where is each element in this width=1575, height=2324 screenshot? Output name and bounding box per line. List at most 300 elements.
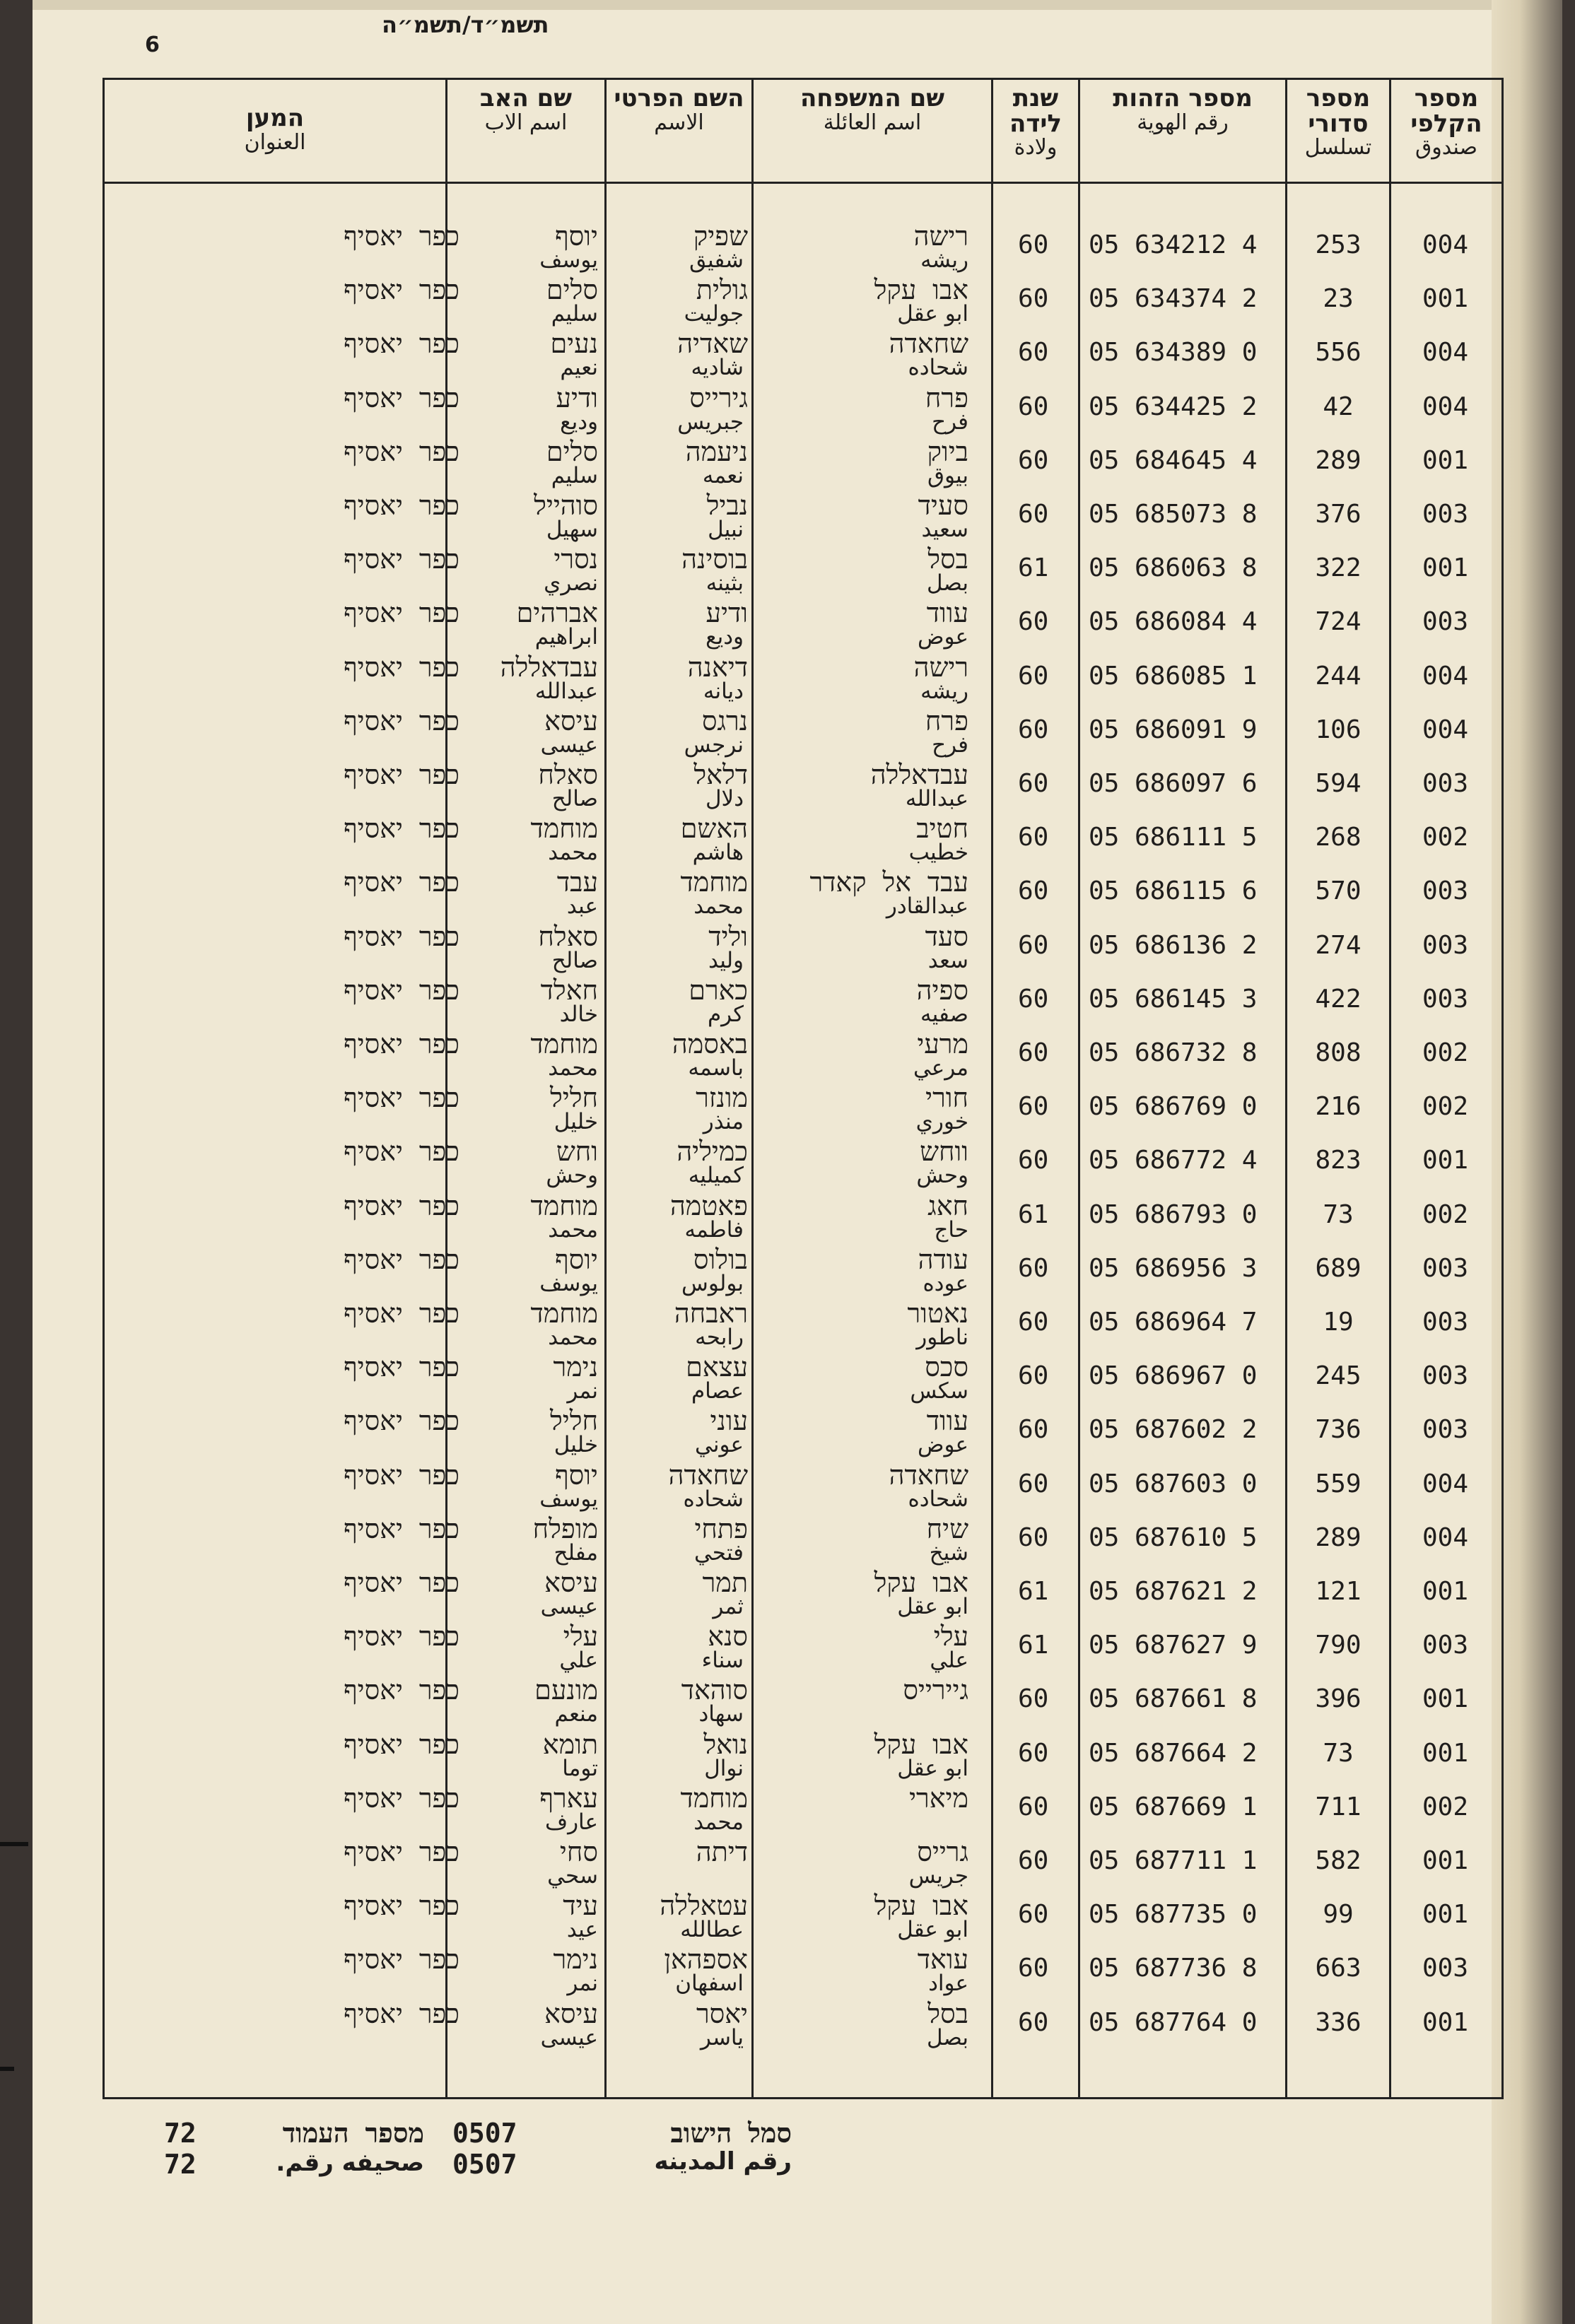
kalpi-cell: 001	[1422, 284, 1469, 313]
address-cell: כפר יאסיף	[343, 1621, 459, 1652]
father-name-cell: מוחמד	[530, 1298, 598, 1329]
register-page-number: 72	[164, 2118, 197, 2149]
id-number-cell: 05 634389 0	[1089, 338, 1258, 367]
header-serial: מספר סדורי تسلسل	[1304, 84, 1372, 160]
first-name-cell: תמר	[702, 1567, 748, 1598]
father-name-ar-cell: محمد	[548, 1325, 598, 1350]
family-name-ar-cell: ابو عقل	[897, 1917, 968, 1942]
first-name-cell: יאסר	[696, 1998, 748, 2029]
family-name-ar-cell: ابو عقل	[897, 1756, 968, 1781]
id-number-cell: 05 686097 6	[1089, 769, 1258, 798]
first-name-cell: פתחי	[694, 1513, 748, 1544]
father-name-cell: עבד	[556, 867, 598, 898]
table-row	[0, 1513, 1575, 1567]
address-cell: כפר יאסיף	[343, 1190, 459, 1221]
family-name-ar-cell: وحش	[916, 1163, 968, 1188]
first-name-ar-cell: عوني	[695, 1432, 744, 1457]
family-name-cell: פרח	[925, 382, 968, 413]
address-cell: כפר יאסיף	[343, 382, 459, 413]
id-number-cell: 05 686732 8	[1089, 1038, 1258, 1067]
family-name-cell: סעד	[925, 921, 968, 952]
address-cell: כפר יאסיף	[343, 921, 459, 952]
father-name-cell: מונעם	[534, 1674, 598, 1706]
address-cell: כפר יאסיף	[343, 867, 459, 898]
birth-year-cell: 60	[1018, 1254, 1049, 1283]
serial-cell: 376	[1315, 500, 1362, 529]
father-name-cell: אברהים	[516, 597, 598, 628]
father-name-ar-cell: يوسف	[539, 1271, 598, 1296]
father-name-cell: חליל	[549, 1405, 598, 1436]
table-row	[0, 1674, 1575, 1728]
birth-year-cell: 60	[1018, 1308, 1049, 1337]
id-number-cell: 05 686145 3	[1089, 985, 1258, 1014]
family-name-cell: עלי	[933, 1621, 968, 1652]
family-name-ar-cell: عبدالله	[905, 786, 968, 811]
address-cell: כפר יאסיף	[343, 490, 459, 521]
birth-year-cell: 60	[1018, 876, 1049, 905]
first-name-cell: נרגס	[701, 705, 748, 736]
first-name-ar-cell: فاطمه	[684, 1217, 744, 1243]
birth-year-cell: 60	[1018, 1792, 1049, 1821]
family-name-ar-cell: بصل	[927, 570, 968, 596]
id-number-cell: 05 687764 0	[1089, 2008, 1258, 2037]
id-number-cell: 05 686772 4	[1089, 1146, 1258, 1175]
family-name-cell: נאטור	[907, 1298, 968, 1329]
first-name-ar-cell: ديانه	[703, 679, 744, 704]
settlement-code: 0507	[452, 2118, 517, 2149]
kalpi-cell: 002	[1422, 1792, 1469, 1821]
family-name-ar-cell: سعيد	[921, 517, 968, 542]
father-name-cell: נסרי	[554, 544, 598, 575]
father-name-ar-cell: عيسى	[540, 732, 598, 758]
family-name-cell: בסל	[927, 1998, 968, 2029]
id-number-cell: 05 686091 9	[1089, 715, 1258, 744]
address-cell: כפר יאסיף	[343, 1783, 459, 1814]
first-name-cell: נואל	[703, 1729, 748, 1760]
father-name-ar-cell: عارف	[544, 1809, 598, 1835]
serial-cell: 559	[1315, 1469, 1362, 1498]
serial-cell: 73	[1323, 1739, 1354, 1768]
father-name-ar-cell: محمد	[548, 840, 598, 865]
family-name-ar-cell: فرح	[932, 409, 968, 435]
family-name-cell: עבדאללה	[870, 759, 968, 790]
first-name-cell: האשם	[680, 813, 748, 844]
table-row	[0, 1082, 1575, 1136]
first-name-ar-cell: نوال	[704, 1756, 744, 1781]
father-name-ar-cell: ابراهيم	[534, 624, 598, 650]
table-row	[0, 975, 1575, 1028]
id-number-cell: 05 686085 1	[1089, 662, 1258, 691]
birth-year-cell: 60	[1018, 1954, 1049, 1983]
id-number-cell: 05 687621 2	[1089, 1577, 1258, 1606]
father-name-cell: יוסף	[555, 1460, 598, 1491]
family-name-cell: אבו עקל	[874, 274, 968, 305]
serial-cell: 121	[1315, 1577, 1362, 1606]
first-name-ar-cell: سهاد	[698, 1701, 744, 1727]
kalpi-cell: 004	[1422, 338, 1469, 367]
family-name-cell: מרעי	[917, 1028, 968, 1060]
family-name-ar-cell: ناطور	[916, 1325, 968, 1350]
birth-year-cell: 61	[1018, 1200, 1049, 1229]
first-name-ar-cell: جوليت	[684, 301, 744, 327]
first-name-ar-cell: باسمه	[688, 1055, 744, 1081]
header-family: שם המשפחה اسم العائلة	[800, 84, 945, 135]
kalpi-cell: 002	[1422, 1038, 1469, 1067]
birth-year-cell: 61	[1018, 553, 1049, 582]
first-name-cell: דלאל	[693, 759, 748, 790]
father-name-ar-cell: نمر	[567, 1378, 598, 1404]
table-row	[0, 1136, 1575, 1190]
address-cell: כפר יאסיף	[343, 1998, 459, 2029]
birth-year-cell: 60	[1018, 1038, 1049, 1067]
family-name-ar-cell: سعد	[927, 948, 968, 973]
first-name-ar-cell: بثينه	[705, 570, 744, 596]
first-name-ar-cell: شاديه	[691, 355, 744, 380]
father-name-ar-cell: محمد	[548, 1055, 598, 1081]
table-row	[0, 867, 1575, 920]
first-name-cell: מוחמד	[680, 1783, 748, 1814]
page-number: 6	[145, 33, 160, 57]
first-name-ar-cell: شحاده	[683, 1486, 744, 1512]
page-number-label-ar: صحيفه رقم.	[276, 2149, 424, 2177]
birth-year-cell: 60	[1018, 1092, 1049, 1121]
table-row	[0, 1460, 1575, 1513]
family-name-cell: אבו עקל	[874, 1729, 968, 1760]
birth-year-cell: 60	[1018, 2008, 1049, 2037]
father-name-ar-cell: صالح	[551, 948, 598, 973]
first-name-cell: שפיק	[693, 221, 748, 252]
serial-cell: 19	[1323, 1308, 1354, 1337]
family-name-ar-cell: شيخ	[929, 1540, 968, 1566]
kalpi-cell: 003	[1422, 1415, 1469, 1444]
kalpi-cell: 003	[1422, 1361, 1469, 1390]
kalpi-cell: 001	[1422, 553, 1469, 582]
first-name-ar-cell: رابحه	[695, 1325, 744, 1350]
id-number-cell: 05 687603 0	[1089, 1469, 1258, 1498]
serial-cell: 245	[1315, 1361, 1362, 1390]
serial-cell: 570	[1315, 876, 1362, 905]
table-row	[0, 1351, 1575, 1405]
kalpi-cell: 003	[1422, 876, 1469, 905]
address-cell: כפר יאסיף	[343, 597, 459, 628]
table-row	[0, 759, 1575, 813]
first-name-ar-cell: وليد	[708, 948, 744, 973]
serial-cell: 790	[1315, 1631, 1362, 1660]
first-name-cell: סוהאד	[681, 1674, 748, 1706]
kalpi-cell: 003	[1422, 1954, 1469, 1983]
first-name-ar-cell: ثمر	[713, 1594, 744, 1619]
address-cell: כפר יאסיף	[343, 813, 459, 844]
id-number-cell: 05 687664 2	[1089, 1739, 1258, 1768]
kalpi-cell: 001	[1422, 1684, 1469, 1713]
running-title: תשמ״ד/תשמ״ה	[382, 11, 549, 38]
family-name-cell: חטיב	[916, 813, 968, 844]
table-row	[0, 1028, 1575, 1082]
table-row	[0, 1944, 1575, 1997]
father-name-ar-cell: سليم	[551, 463, 598, 488]
kalpi-cell: 003	[1422, 931, 1469, 960]
father-name-ar-cell: وحش	[546, 1163, 598, 1188]
first-name-cell: פאטמה	[669, 1190, 748, 1221]
first-name-cell: מוחמד	[680, 867, 748, 898]
address-cell: כפר יאסיף	[343, 221, 459, 252]
father-name-cell: תומא	[542, 1729, 598, 1760]
header-birth: שנת לידה ولادة	[1009, 84, 1062, 160]
address-cell: כפר יאסיף	[343, 759, 459, 790]
family-name-ar-cell: حاج	[934, 1217, 968, 1243]
kalpi-cell: 003	[1422, 985, 1469, 1014]
first-name-ar-cell: دلال	[705, 786, 744, 811]
birth-year-cell: 60	[1018, 715, 1049, 744]
header-first: השם הפרטי الاسم	[614, 84, 744, 135]
serial-cell: 23	[1323, 284, 1354, 313]
first-name-cell: כמיליה	[677, 1136, 748, 1167]
first-name-ar-cell: محمد	[693, 1809, 744, 1835]
first-name-cell: ניעמה	[685, 436, 748, 467]
serial-cell: 336	[1315, 2008, 1362, 2037]
father-name-cell: חאלד	[540, 975, 598, 1006]
header-father: שם האב اسم الاب	[479, 84, 573, 135]
first-name-ar-cell: وديع	[705, 624, 744, 650]
father-name-cell: עיסא	[544, 1998, 598, 2029]
family-name-ar-cell: بصل	[927, 2025, 968, 2050]
table-row	[0, 490, 1575, 544]
birth-year-cell: 60	[1018, 1739, 1049, 1768]
first-name-cell: עצאם	[686, 1351, 748, 1383]
id-number-cell: 05 687711 1	[1089, 1846, 1258, 1875]
address-cell: כפר יאסיף	[343, 1674, 459, 1706]
header-divider	[103, 182, 1504, 184]
table-row	[0, 1190, 1575, 1244]
table-row	[0, 1783, 1575, 1836]
table-row	[0, 705, 1575, 759]
birth-year-cell: 61	[1018, 1631, 1049, 1660]
first-name-ar-cell: اسفهان	[675, 1971, 744, 1996]
family-name-cell: גיירייס	[903, 1674, 968, 1706]
id-number-cell: 05 686084 4	[1089, 607, 1258, 636]
birth-year-cell: 60	[1018, 1684, 1049, 1713]
father-name-cell: יוסף	[555, 221, 598, 252]
birth-year-cell: 60	[1018, 1146, 1049, 1175]
father-name-cell: עארף	[539, 1783, 598, 1814]
table-row	[0, 382, 1575, 436]
id-number-cell: 05 687627 9	[1089, 1631, 1258, 1660]
first-name-cell: גירייס	[689, 382, 748, 413]
table-row	[0, 436, 1575, 490]
kalpi-cell: 003	[1422, 1254, 1469, 1283]
serial-cell: 823	[1315, 1146, 1362, 1175]
address-cell: כפר יאסיף	[343, 1351, 459, 1383]
first-name-cell: סנא	[708, 1621, 748, 1652]
id-number-cell: 05 686115 6	[1089, 876, 1258, 905]
birth-year-cell: 60	[1018, 662, 1049, 691]
family-name-ar-cell: عوض	[918, 624, 968, 650]
family-name-ar-cell: ريشه	[920, 247, 968, 273]
father-name-ar-cell: عبد	[566, 893, 598, 919]
table-row	[0, 1244, 1575, 1298]
first-name-ar-cell: نعمه	[702, 463, 744, 488]
address-cell: כפר יאסיף	[343, 1944, 459, 1975]
father-name-ar-cell: توما	[562, 1756, 598, 1781]
birth-year-cell: 60	[1018, 1361, 1049, 1390]
first-name-cell: שחאדה	[668, 1460, 748, 1491]
family-name-ar-cell: خوري	[915, 1109, 968, 1134]
family-name-cell: סעיד	[918, 490, 968, 521]
id-number-cell: 05 686769 0	[1089, 1092, 1258, 1121]
father-name-cell: סלים	[546, 436, 598, 467]
table-row	[0, 221, 1575, 274]
table-row	[0, 813, 1575, 867]
address-cell: כפר יאסיף	[343, 1405, 459, 1436]
first-name-cell: דיאנה	[687, 652, 748, 683]
father-name-ar-cell: يوسف	[539, 247, 598, 273]
father-name-ar-cell: عيسى	[540, 2025, 598, 2050]
id-number-cell: 05 687602 2	[1089, 1415, 1258, 1444]
kalpi-cell: 002	[1422, 1200, 1469, 1229]
family-name-cell: סכס	[925, 1351, 968, 1383]
first-name-cell: שאדיה	[677, 328, 748, 359]
address-cell: כפר יאסיף	[343, 544, 459, 575]
table-row	[0, 274, 1575, 328]
table-row	[0, 544, 1575, 597]
kalpi-cell: 003	[1422, 607, 1469, 636]
birth-year-cell: 60	[1018, 1523, 1049, 1552]
margin-mark	[0, 2067, 14, 2071]
id-number-cell: 05 684645 4	[1089, 446, 1258, 475]
id-number-cell: 05 687736 8	[1089, 1954, 1258, 1983]
family-name-ar-cell: جريس	[908, 1863, 968, 1889]
family-name-cell: עווד	[926, 1405, 968, 1436]
family-name-ar-cell: بيوق	[927, 463, 968, 488]
kalpi-cell: 004	[1422, 230, 1469, 259]
serial-cell: 663	[1315, 1954, 1362, 1983]
family-name-ar-cell: شحاده	[908, 1486, 968, 1512]
address-cell: כפר יאסיף	[343, 1836, 459, 1867]
address-cell: כפר יאסיף	[343, 1244, 459, 1275]
father-name-ar-cell: مفلح	[554, 1540, 598, 1566]
id-number-cell: 05 686964 7	[1089, 1308, 1258, 1337]
first-name-cell: אספהאן	[664, 1944, 748, 1975]
first-name-ar-cell: عطالله	[680, 1917, 744, 1942]
page-number-label: מספר העמוד	[282, 2118, 424, 2149]
address-cell: כפר יאסיף	[343, 328, 459, 359]
id-number-cell: 05 686063 8	[1089, 553, 1258, 582]
birth-year-cell: 60	[1018, 823, 1049, 852]
father-name-cell: עלי	[563, 1621, 598, 1652]
first-name-ar-cell: منذر	[703, 1109, 744, 1134]
serial-cell: 73	[1323, 1200, 1354, 1229]
first-name-cell: ראבחה	[674, 1298, 748, 1329]
father-name-ar-cell: صالح	[551, 786, 598, 811]
table-row	[0, 597, 1575, 651]
father-name-ar-cell: علي	[559, 1648, 598, 1673]
father-name-cell: יוסף	[555, 1244, 598, 1275]
serial-cell: 689	[1315, 1254, 1362, 1283]
serial-cell: 253	[1315, 230, 1362, 259]
first-name-cell: עוני	[710, 1405, 748, 1436]
serial-cell: 42	[1323, 392, 1354, 421]
father-name-cell: עיסא	[544, 705, 598, 736]
family-name-cell: שיח	[926, 1513, 968, 1544]
kalpi-cell: 004	[1422, 662, 1469, 691]
father-name-cell: סוהייל	[534, 490, 598, 521]
kalpi-cell: 003	[1422, 1308, 1469, 1337]
register-page-number-repeat: 72	[164, 2149, 197, 2180]
father-name-ar-cell: نمر	[567, 1971, 598, 1996]
settlement-code-repeat: 0507	[452, 2149, 517, 2180]
birth-year-cell: 60	[1018, 392, 1049, 421]
table-row	[0, 1836, 1575, 1890]
kalpi-cell: 003	[1422, 769, 1469, 798]
first-name-cell: גולית	[696, 274, 748, 305]
birth-year-cell: 60	[1018, 500, 1049, 529]
address-cell: כפר יאסיף	[343, 1890, 459, 1921]
header-address: המען العنوان	[244, 104, 306, 155]
id-number-cell: 05 686111 5	[1089, 823, 1258, 852]
father-name-cell: עיסא	[544, 1567, 598, 1598]
father-name-ar-cell: نعيم	[560, 355, 598, 380]
table-row	[0, 1621, 1575, 1674]
table-row	[0, 1729, 1575, 1783]
family-name-cell: עודה	[918, 1244, 968, 1275]
table-row	[0, 1405, 1575, 1459]
table-row	[0, 328, 1575, 382]
serial-cell: 289	[1315, 1523, 1362, 1552]
table-row	[0, 921, 1575, 975]
kalpi-cell: 001	[1422, 1146, 1469, 1175]
kalpi-cell: 001	[1422, 1846, 1469, 1875]
father-name-cell: מוחמד	[530, 1190, 598, 1221]
id-number-cell: 05 685073 8	[1089, 500, 1258, 529]
family-name-ar-cell: شحاده	[908, 355, 968, 380]
address-cell: כפר יאסיף	[343, 274, 459, 305]
birth-year-cell: 60	[1018, 1846, 1049, 1875]
family-name-cell: חורי	[925, 1082, 968, 1113]
family-name-cell: עווד	[926, 597, 968, 628]
family-name-ar-cell: خطيب	[908, 840, 968, 865]
address-cell: כפר יאסיף	[343, 1567, 459, 1598]
serial-cell: 808	[1315, 1038, 1362, 1067]
serial-cell: 322	[1315, 553, 1362, 582]
address-cell: כפר יאסיף	[343, 1460, 459, 1491]
first-name-cell: באסמה	[672, 1028, 748, 1060]
serial-cell: 594	[1315, 769, 1362, 798]
father-name-cell: עיד	[563, 1890, 598, 1921]
serial-cell: 711	[1315, 1792, 1362, 1821]
first-name-ar-cell: هاشم	[692, 840, 744, 865]
family-name-ar-cell: فرح	[932, 732, 968, 758]
serial-cell: 422	[1315, 985, 1362, 1014]
kalpi-cell: 004	[1422, 715, 1469, 744]
address-cell: כפר יאסיף	[343, 1028, 459, 1060]
father-name-ar-cell: سحي	[547, 1863, 598, 1889]
first-name-ar-cell: ياسر	[700, 2025, 744, 2050]
id-number-cell: 05 687735 0	[1089, 1900, 1258, 1929]
address-cell: כפר יאסיף	[343, 1298, 459, 1329]
father-name-ar-cell: سليم	[551, 301, 598, 327]
serial-cell: 274	[1315, 931, 1362, 960]
birth-year-cell: 61	[1018, 1577, 1049, 1606]
first-name-ar-cell: كرم	[707, 1002, 744, 1027]
father-name-cell: עבדאללה	[500, 652, 598, 683]
address-cell: כפר יאסיף	[343, 1082, 459, 1113]
first-name-ar-cell: شفيق	[689, 247, 744, 273]
birth-year-cell: 60	[1018, 284, 1049, 313]
birth-year-cell: 60	[1018, 931, 1049, 960]
father-name-cell: סחי	[559, 1836, 598, 1867]
family-name-cell: פרח	[925, 705, 968, 736]
serial-cell: 724	[1315, 607, 1362, 636]
